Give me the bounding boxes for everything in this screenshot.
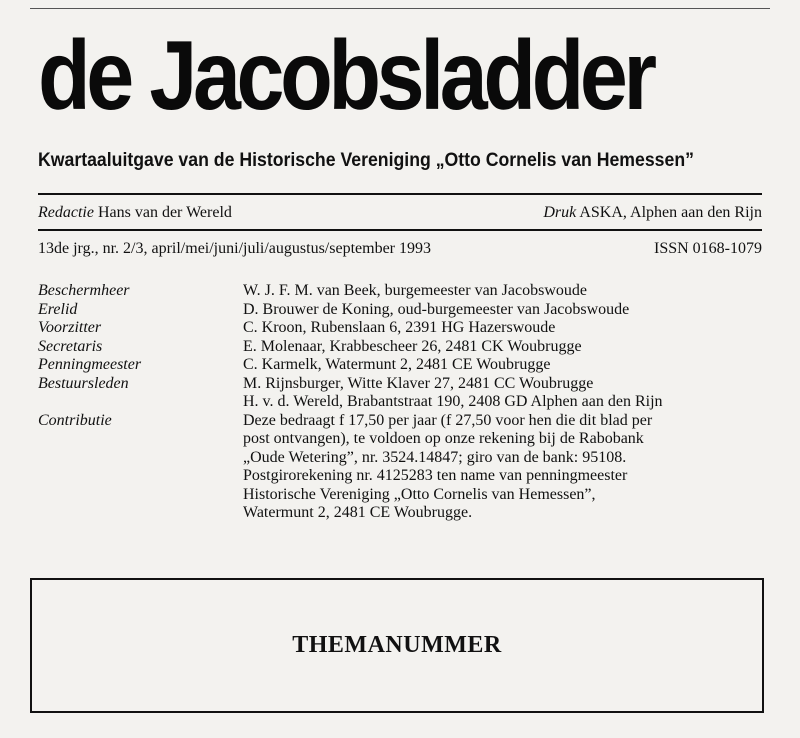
role-values [243,282,768,523]
role-value: E. Molenaar, Krabbescheer 26, 2481 CK Woubrugge [243,337,582,355]
role-label: Erelid [38,300,78,318]
role-labels [38,282,238,430]
issn: ISSN 0168-1079 [653,240,762,257]
role-value: C. Kroon, Rubenslaan 6, 2391 HG Hazerswoude [243,319,556,336]
top-rule [30,8,770,9]
print-credit [543,204,762,222]
contribution-line: Watermunt 2, 2481 CE Woubrugge. [243,504,473,521]
role-value: H. v. d. Wereld, Brabantstraat 190, 2408 GD Alphen aan den Rijn [243,393,663,410]
divider-rule [38,229,762,231]
contribution-line: Historische Vereniging „Otto Cornelis van Hemessen”, [243,485,596,503]
theme-box [30,578,764,713]
contribution-line: post ontvangen), te voldoen op onze rekening bij de Rabobank [243,430,644,447]
contribution-line: Postgirorekening nr. 4125283 ten name van penningmeester [243,467,628,484]
role-value: W. J. F. M. van Beek, burgemeester van Jacobswoude [243,282,587,299]
contribution-label: Contributie [38,411,112,429]
credits-row [38,204,762,224]
role-label: Penningmeester [38,356,142,373]
role-value: D. Brouwer de Koning, oud-burgemeester van Jacobswoude [243,300,630,318]
issue-info: 13de jrg., nr. 2/3, april/mei/juni/juli/augustus/september 1993 [38,240,431,257]
role-value: M. Rijnsburger, Witte Klaver 27, 2481 CC Woubrugge [243,374,594,392]
role-label: Secretaris [38,337,103,355]
divider-rule [38,193,762,195]
role-label: Beschermheer [38,282,130,299]
theme-heading: THEMANUMMER [292,632,502,658]
contribution-line: „Oude Wetering”, nr. 3524.14847; giro van de bank: 95108. [243,448,627,466]
editor-credit [38,204,232,222]
editor-name: Hans van der Wereld [97,204,232,221]
role-label-empty [38,393,238,412]
subtitle: Kwartaaluitgave van de Historische Vereniging „Otto Cornelis van Hemessen” [38,150,694,171]
role-label: Bestuursleden [38,374,129,392]
editor-label: Redactie [38,204,94,221]
contribution-line: Deze bedraagt f 17,50 per jaar (f 27,50 voor hen die dit blad per [243,411,653,429]
print-label: Druk [543,204,577,221]
role-value: C. Karmelk, Watermunt 2, 2481 CE Woubrugge [243,356,551,373]
print-value: ASKA, Alphen aan den Rijn [579,204,762,221]
role-label: Voorzitter [38,319,102,336]
page-title: de Jacobsladder [38,20,653,130]
